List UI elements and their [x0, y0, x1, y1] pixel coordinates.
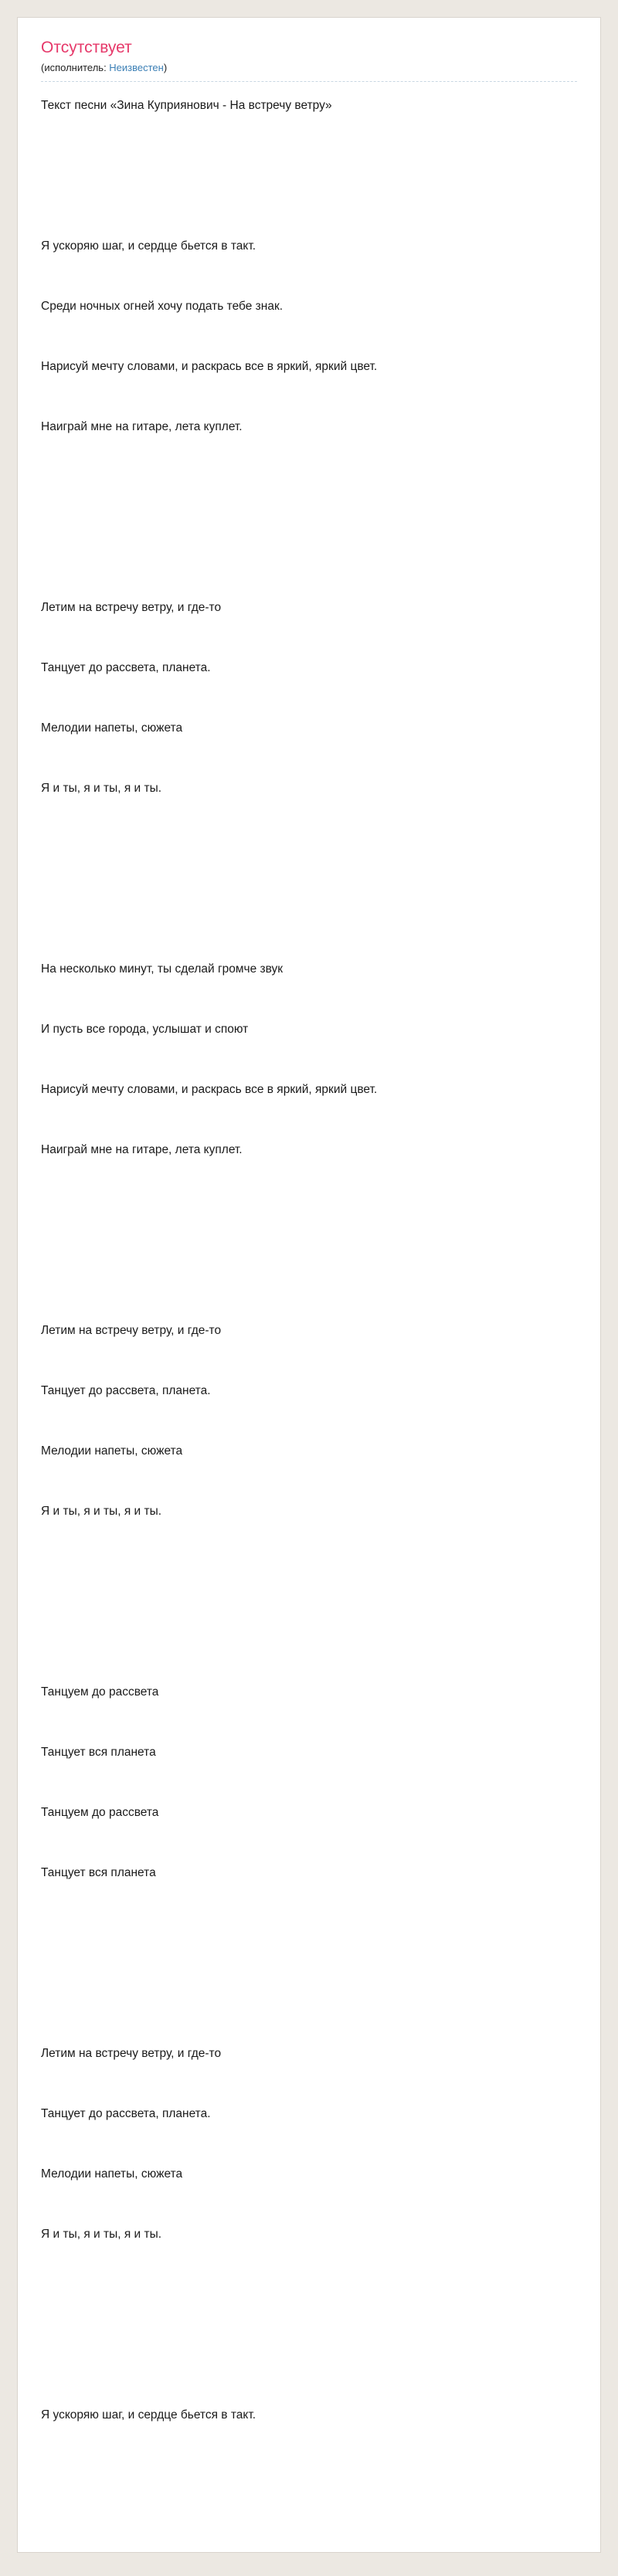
lyrics-intro: Текст песни «Зина Куприянович - На встречу ветру»: [41, 99, 332, 113]
lyrics-line: Танцуем до рассвета: [41, 1685, 159, 1699]
lyrics-line: Наиграй мне на гитаре, лета куплет.: [41, 420, 243, 434]
lyrics-stanza: [41, 1642, 577, 1923]
lyrics-line: Танцует вся планета: [41, 1866, 156, 1880]
lyrics-line: Танцует вся планета: [41, 1746, 156, 1760]
lyrics-line: Танцует до рассвета, планета.: [41, 1384, 211, 1398]
artist-line: [41, 62, 577, 82]
page-title: Отсутствует: [41, 39, 132, 56]
lyrics-line: Танцует до рассвета, планета.: [41, 2107, 211, 2121]
lyrics-line: На несколько минут, ты сделай громче звук: [41, 962, 284, 976]
lyrics-line: Наиграй мне на гитаре, лета куплет.: [41, 1143, 243, 1157]
lyrics-sheet: [17, 17, 601, 2553]
lyrics-body: [41, 136, 577, 2526]
artist-prefix-label: (исполнитель:: [41, 62, 110, 74]
lyrics-line: Летим на встречу ветру, и где-то: [41, 601, 222, 615]
lyrics-line: Летим на встречу ветру, и где-то: [41, 1324, 222, 1338]
lyrics-line: Нарисуй мечту словами, и раскрась все в яркий, яркий цвет.: [41, 1083, 378, 1097]
lyrics-line: Танцуем до рассвета: [41, 1806, 159, 1820]
lyrics-line: Танцует до рассвета, планета.: [41, 661, 211, 675]
lyrics-line: Среди ночных огней хочу подать тебе знак.: [41, 300, 284, 314]
artist-link[interactable]: Неизвестен: [109, 62, 164, 74]
lyrics-stanza: [41, 919, 577, 1200]
lyrics-line: Нарисуй мечту словами, и раскрась все в яркий, яркий цвет.: [41, 360, 378, 374]
lyrics-stanza: [41, 2004, 577, 2285]
lyrics-line: Мелодии напеты, сюжета: [41, 1444, 183, 1458]
lyrics-line: Летим на встречу ветру, и где-то: [41, 2047, 222, 2061]
lyrics-line: И пусть все города, услышат и споют: [41, 1023, 249, 1037]
lyrics-line: Я ускоряю шаг, и сердце бьется в такт.: [41, 239, 256, 253]
lyrics-line: Мелодии напеты, сюжета: [41, 721, 183, 735]
lyrics-line: Мелодии напеты, сюжета: [41, 2167, 183, 2181]
lyrics-line: Я ускоряю шаг, и сердце бьется в такт.: [41, 2408, 256, 2422]
lyrics-stanza: [41, 196, 577, 477]
lyrics-stanza: [41, 558, 577, 839]
lyrics-stanza: [41, 2365, 577, 2466]
lyrics-line: Я и ты, я и ты, я и ты.: [41, 1505, 162, 1519]
lyrics-line: Я и ты, я и ты, я и ты.: [41, 782, 162, 796]
artist-suffix-label: ): [163, 62, 168, 74]
lyrics-stanza: [41, 1281, 577, 1562]
lyrics-line: Я и ты, я и ты, я и ты.: [41, 2228, 162, 2242]
